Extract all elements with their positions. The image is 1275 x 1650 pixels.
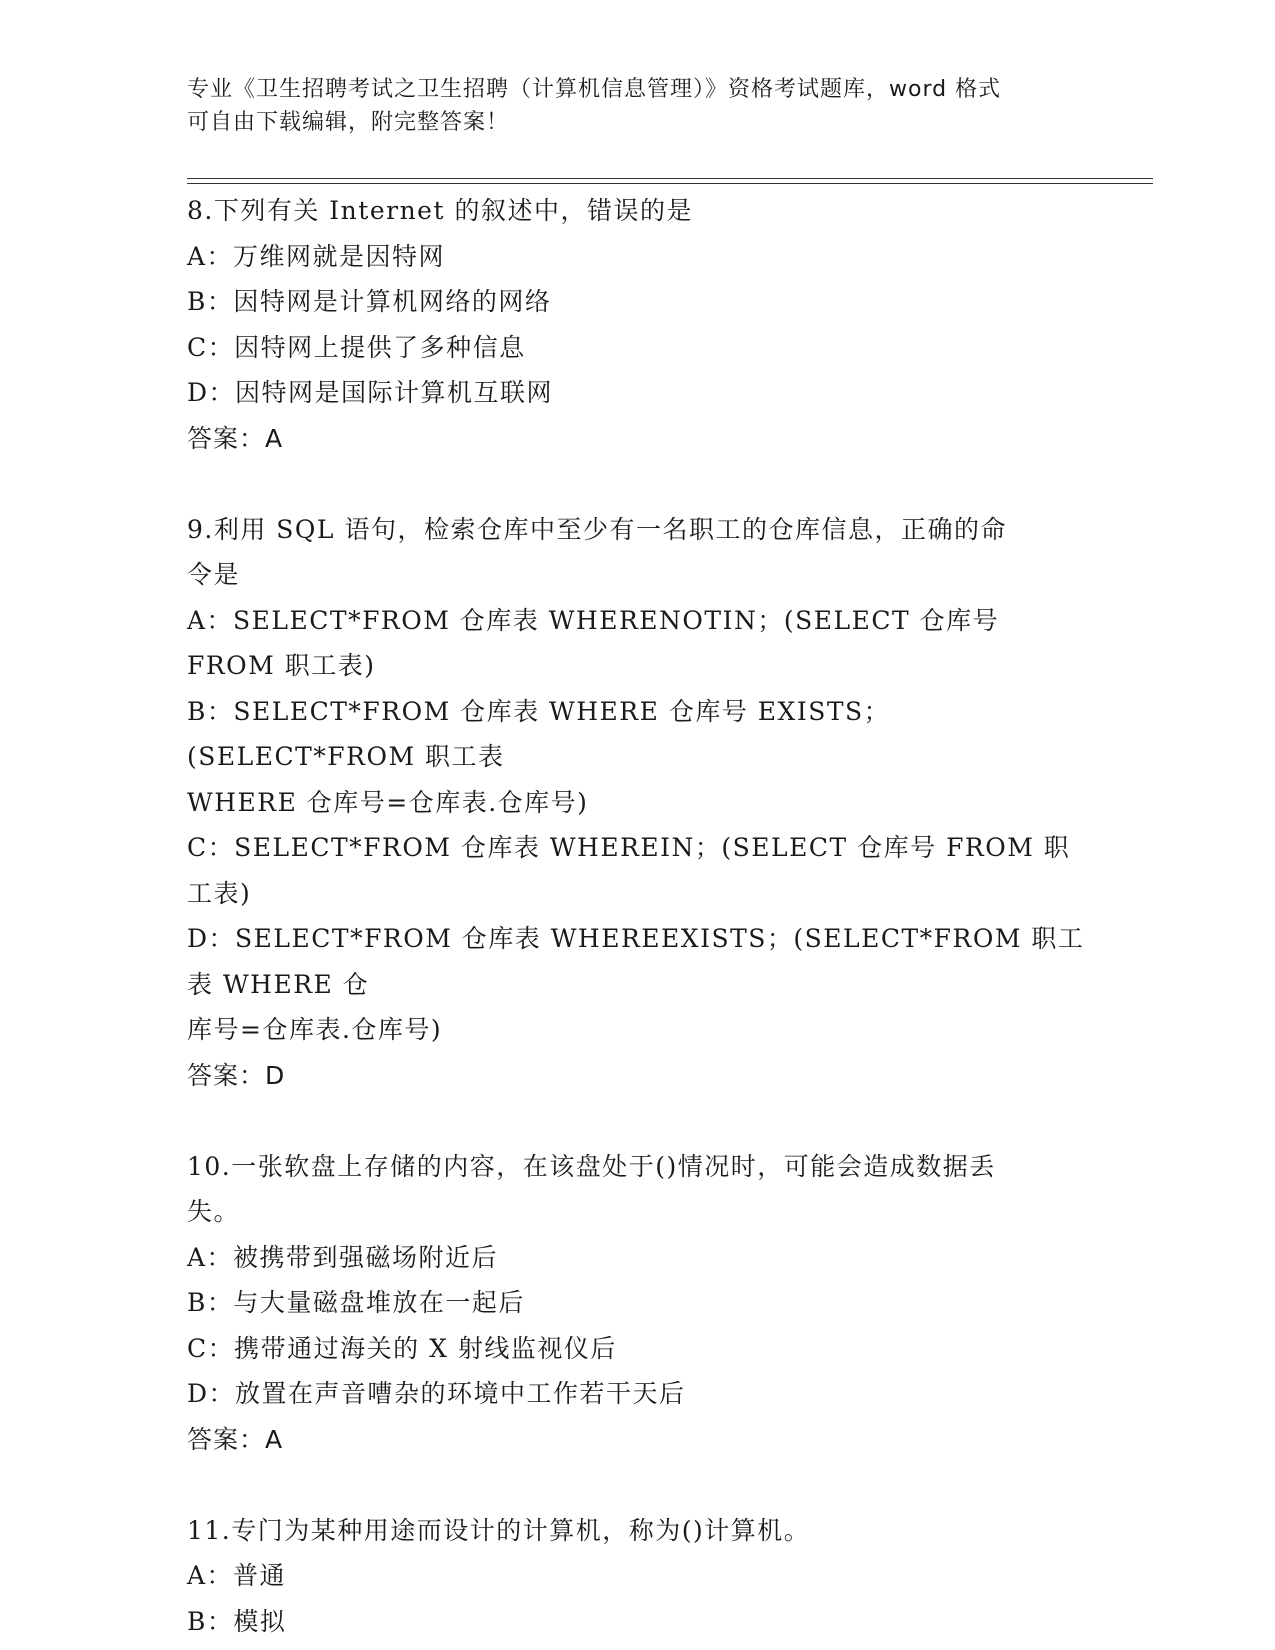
question-list: [187, 188, 1087, 1644]
answer: 答案：D: [187, 1060, 286, 1090]
header-divider-bottom: [187, 183, 1153, 184]
question-stem-cont: 令是: [187, 560, 241, 589]
question-10: [187, 1144, 1087, 1463]
question-stem-cont: 失。: [187, 1197, 241, 1226]
option-d: D：因特网是国际计算机互联网: [187, 378, 554, 407]
option-c: C：携带通过海关的 X 射线监视仪后: [187, 1333, 617, 1363]
option-a: A：普通: [187, 1561, 287, 1590]
option-b: B：与大量磁盘堆放在一起后: [187, 1288, 525, 1317]
option-a: A：万维网就是因特网: [187, 241, 446, 271]
question-stem: 10.一张软盘上存储的内容，在该盘处于()情况时，可能会造成数据丢: [187, 1151, 996, 1181]
option-b: B：SELECT*FROM 仓库表 WHERE 仓库号 EXISTS；(SELECT*FROM 职工表: [187, 696, 891, 771]
header-divider-top: [187, 178, 1153, 179]
option-a: A：被携带到强磁场附近后: [187, 1242, 499, 1272]
question-9: [187, 507, 1087, 1099]
option-a: A：SELECT*FROM 仓库表 WHERENOTIN；(SELECT 仓库号 FROM 职工表): [187, 605, 1009, 680]
option-b: B：因特网是计算机网络的网络: [187, 287, 552, 316]
question-stem: 11.专门为某种用途而设计的计算机，称为()计算机。: [187, 1515, 811, 1545]
question-8: [187, 188, 1087, 461]
option-b-cont: WHERE 仓库号=仓库表.仓库号): [187, 787, 589, 817]
answer: 答案：A: [187, 1424, 284, 1454]
header-line-1: 专业《卫生招聘考试之卫生招聘（计算机信息管理）》资格考试题库，word 格式: [187, 77, 1002, 102]
option-d: D：放置在声音嘈杂的环境中工作若干天后: [187, 1379, 686, 1408]
header-line-2: 可自由下载编辑，附完整答案！: [187, 110, 510, 135]
answer: 答案：A: [187, 423, 284, 453]
option-d: D：SELECT*FROM 仓库表 WHEREEXISTS；(SELECT*FROM 职工表 WHERE 仓: [187, 924, 1085, 999]
option-c: C：因特网上提供了多种信息: [187, 332, 526, 362]
question-11: [187, 1508, 1087, 1645]
option-c: C：SELECT*FROM 仓库表 WHEREIN；(SELECT 仓库号 FROM 职工表): [187, 833, 1071, 908]
question-stem: 9.利用 SQL 语句，检索仓库中至少有一名职工的仓库信息，正确的命: [187, 514, 1007, 544]
option-d-cont: 库号=仓库表.仓库号): [187, 1015, 443, 1044]
question-stem: 8.下列有关 Internet 的叙述中，错误的是: [187, 196, 693, 225]
document-header: [187, 73, 1087, 139]
option-b: B：模拟: [187, 1606, 287, 1636]
